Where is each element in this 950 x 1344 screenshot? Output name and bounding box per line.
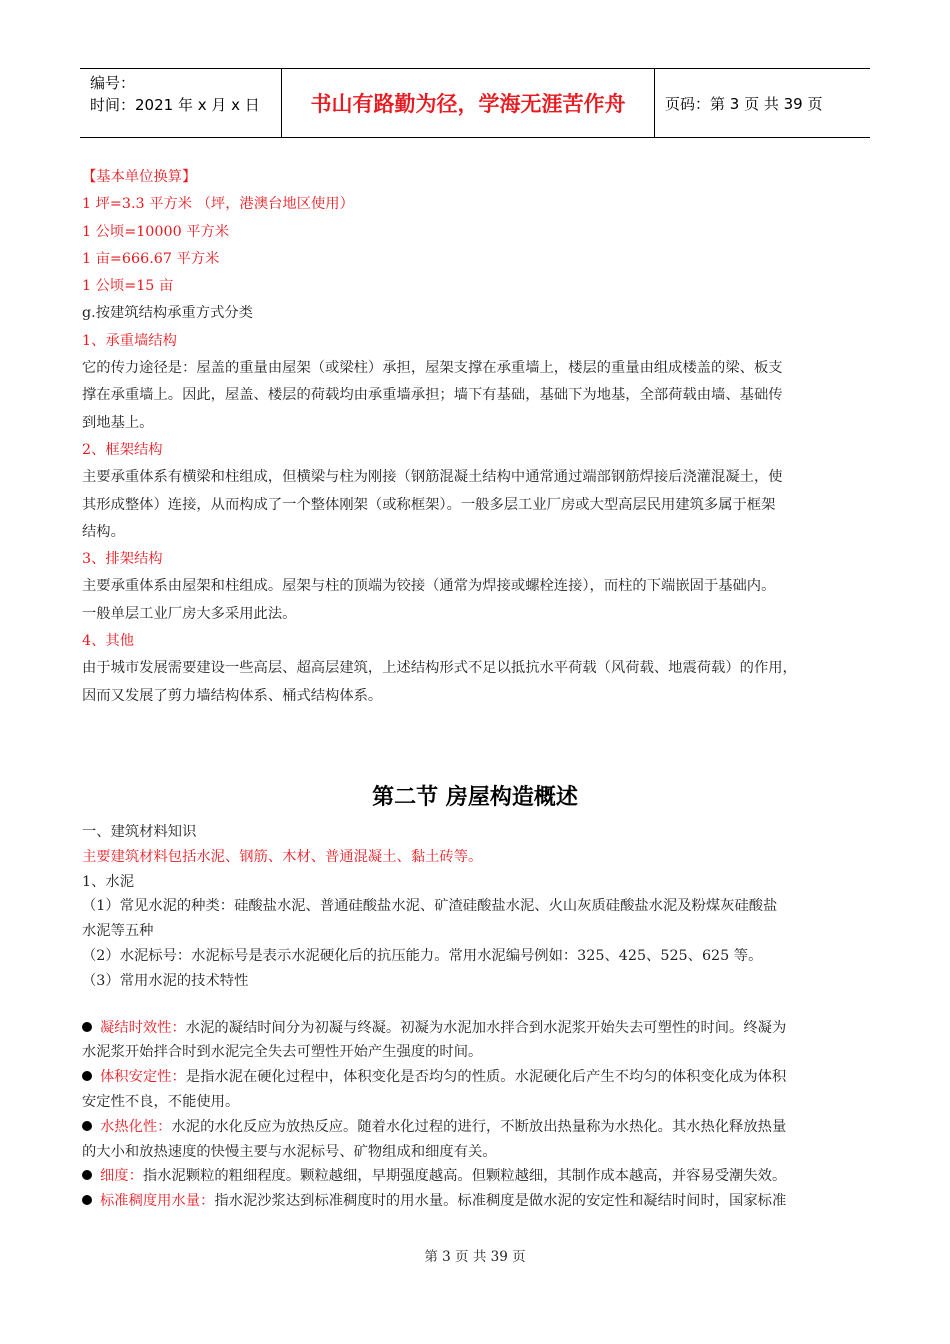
bullet-term: 体积安定性：: [100, 1069, 186, 1086]
bullet-continuation: 的大小和放热速度的快慢主要与水泥标号、矿物组成和细度有关。: [82, 1143, 497, 1160]
paragraph-line: 水泥等五种: [82, 923, 154, 940]
unit-item: 1 亩=666.67 平方米: [82, 250, 220, 267]
section-heading: 第二节 房屋构造概述: [372, 785, 578, 810]
bullet-text: 是指水泥在硬化过程中，体积变化是否均匀的性质。水泥硬化后产生不均匀的体积变化成为体积: [185, 1069, 787, 1086]
page-header: [80, 68, 870, 138]
paragraph-line: 结构。: [82, 523, 125, 540]
paragraph-line: 主要承重体系由屋架和柱组成。屋架与柱的顶端为铰接（通常为焊接或螺栓连接），而柱的下端嵌固于基础内。: [82, 578, 776, 595]
paragraph-line: 因而又发展了剪力墙结构体系、桶式结构体系。: [82, 687, 383, 704]
bullet-item: [82, 1016, 872, 1041]
page-footer: 第 3 页 共 39 页: [424, 1249, 526, 1265]
paragraph-line: （3）常用水泥的技术特性: [82, 972, 249, 989]
bullet-term: 凝结时效性：: [100, 1019, 186, 1036]
paragraph-line: 主要承重体系有横梁和柱组成，但横梁与柱为刚接（钢筋混凝土结构中通常通过端部钢筋焊接后浇灌混凝土，使: [82, 469, 783, 486]
section-title-other: 4、其他: [82, 633, 134, 650]
header-meta: [80, 69, 290, 137]
paragraph-line: 一般单层工业厂房大多采用此法。: [82, 605, 297, 622]
bullet-item: [82, 1164, 872, 1189]
section2-body: [82, 820, 872, 1214]
paragraph-line: 到地基上。: [82, 414, 154, 431]
unit-conversion-heading: 【基本单位换算】: [82, 169, 197, 185]
unit-item: 1 坪=3.3 平方米 （坪，港澳台地区使用）: [82, 196, 354, 213]
bullet-continuation: 水泥浆开始拌合时到水泥完全失去可塑性开始产生强度的时间。: [82, 1044, 483, 1061]
bullet-continuation: 安定性不良，不能使用。: [82, 1093, 240, 1110]
bullet-icon: [82, 1121, 92, 1131]
paragraph-line: （1）常见水泥的种类：硅酸盐水泥、普通硅酸盐水泥、矿渣硅酸盐水泥、火山灰质硅酸盐水泥及粉煤灰硅酸盐: [82, 898, 778, 915]
header-motto: 书山有路勤为径，学海无涯苦作舟: [281, 69, 655, 137]
document-date-label: 时间：2021 年 x 月 x 日: [90, 96, 260, 114]
paragraph-line: 它的传力途径是：屋盖的重量由屋架（或梁柱）承担，屋架支撑在承重墙上，楼层的重量由组成楼盖的梁、板支: [82, 360, 783, 377]
paragraph-line: 由于城市发展需要建设一些高层、超高层建筑，上述结构形式不足以抵抗水平荷载（风荷载、地震荷载）的作用，: [82, 660, 797, 677]
bullet-item: [82, 1189, 872, 1214]
paragraph-line: 撑在承重墙上。因此，屋盖、楼层的荷载均由承重墙承担；墙下有基础，基础下为地基，全部荷载由墙、基础传: [82, 387, 783, 404]
bullet-text: 指水泥颗粒的粗细程度。颗粒越细，早期强度越高。但颗粒越细，其制作成本越高，并容易受潮失效。: [142, 1168, 787, 1185]
unit-item: 1 公顷=15 亩: [82, 278, 174, 295]
document-number-label: 编号：: [90, 74, 136, 92]
paragraph-line: 其形成整体）连接，从而构成了一个整体刚架（或称框架）。一般多层工业厂房或大型高层民用建筑多属于框架: [82, 496, 776, 513]
bullet-term: 标准稠度用水量：: [100, 1193, 215, 1210]
unit-item: 1 公顷=10000 平方米: [82, 223, 230, 240]
subheading: 一、建筑材料知识: [82, 824, 197, 840]
bullet-text: 水泥的水化反应为放热反应。随着水化过程的进行，不断放出热量称为水热化。其水热化释放热量: [171, 1118, 787, 1135]
bullet-text: 水泥的凝结时间分为初凝与终凝。初凝为水泥加水拌合到水泥浆开始失去可塑性的时间。终凝为: [185, 1019, 787, 1036]
section-title-bearing-wall: 1、承重墙结构: [82, 332, 177, 349]
structure-intro: g.按建筑结构承重方式分类: [82, 305, 253, 322]
section-title-frame: 2、框架结构: [82, 441, 163, 458]
bullet-term: 水热化性：: [100, 1118, 172, 1135]
cement-heading: 1、水泥: [82, 873, 134, 890]
bullet-icon: [82, 1071, 92, 1081]
section-title-bent: 3、排架结构: [82, 551, 163, 568]
header-page-label: 页码：第 3 页 共 39 页: [665, 94, 823, 113]
paragraph-line: （2）水泥标号：水泥标号是表示水泥硬化后的抗压能力。常用水泥编号例如：325、425、525、625 等。: [82, 947, 763, 964]
bullet-item: [82, 1115, 872, 1140]
document-body: [82, 164, 872, 710]
bullet-text: 指水泥沙浆达到标准稠度时的用水量。标准稠度是做水泥的安定性和凝结时间时，国家标准: [214, 1193, 787, 1210]
bullet-item: [82, 1065, 872, 1090]
bullet-icon: [82, 1170, 92, 1180]
bullet-icon: [82, 1022, 92, 1032]
bullet-term: 细度：: [100, 1168, 143, 1185]
bullet-icon: [82, 1195, 92, 1205]
materials-summary: 主要建筑材料包括水泥、钢筋、木材、普通混凝土、黏土砖等。: [82, 848, 483, 865]
